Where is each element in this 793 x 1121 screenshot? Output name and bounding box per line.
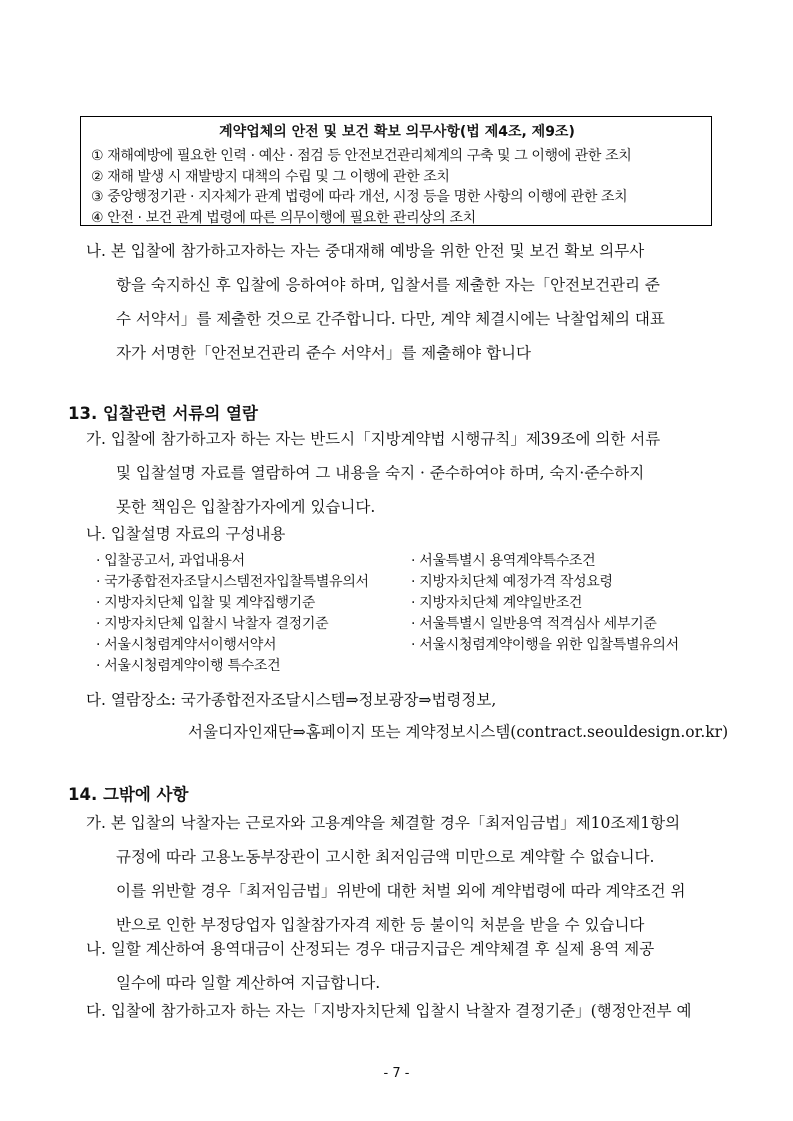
document-item: · 지방자치단체 입찰시 낙찰자 결정기준 — [96, 616, 329, 632]
text-line: 나. 일할 계산하여 용역대금이 산정되는 경우 대금지급은 계약체결 후 실제 용역 제공 — [86, 940, 655, 958]
paragraph-13-da: 다. 열람장소: 국가종합전자조달시스템⇒정보광장⇒법령정보, — [86, 691, 497, 709]
text-line: 다. 입찰에 참가하고자 하는 자는「지방자치단체 입찰시 낙찰자 결정기준」(행정안전부 예 — [86, 1002, 692, 1020]
paragraph-13-ga — [86, 422, 726, 524]
text-line: 반으로 인한 부정당업자 입찰참가자격 제한 등 불이익 처분을 받을 수 있습니다 — [116, 916, 645, 934]
text-line: 못한 책임은 입찰참가자에게 있습니다. — [116, 498, 376, 516]
document-list — [96, 550, 716, 680]
paragraph-13-na: 나. 입찰설명 자료의 구성내용 — [86, 525, 286, 543]
obligation-item: ③ 중앙행정기관 · 지자체가 관계 법령에 따라 개선, 시정 등을 명한 사항의 이행에 관한 조치 — [91, 189, 628, 205]
section-13-heading: 13. 입찰관련 서류의 열람 — [68, 404, 258, 423]
document-item: · 서울시청렴계약서이행서약서 — [96, 637, 277, 653]
paragraph-14-ga — [86, 806, 726, 942]
document-item: · 입찰공고서, 과업내용서 — [96, 553, 245, 569]
obligation-item: ④ 안전 · 보건 관계 법령에 따른 의무이행에 필요한 관리상의 조치 — [91, 209, 476, 226]
obligations-title: 계약업체의 안전 및 보건 확보 의무사항(법 제4조, 제9조) — [219, 124, 575, 140]
text-line: 일수에 따라 일할 계산하여 지급합니다. — [116, 974, 381, 992]
document-item: · 서울특별시 일반용역 적격심사 세부기준 — [411, 616, 657, 632]
document-item: · 지방자치단체 계약일반조건 — [411, 595, 583, 611]
paragraph-na-safety — [86, 234, 726, 370]
paragraph-14-da — [86, 994, 726, 1028]
section-14-heading: 14. 그밖에 사항 — [68, 785, 189, 804]
text-line: 이를 위반할 경우「최저임금법」위반에 대한 처벌 외에 계약법령에 따라 계약조건 위 — [116, 882, 686, 900]
obligation-item: ① 재해예방에 필요한 인력 · 예산 · 점검 등 안전보건관리체계의 구축 및 그 이행에 관한 조치 — [91, 148, 632, 164]
document-item: · 국가종합전자조달시스템전자입찰특별유의서 — [96, 574, 369, 590]
text-line: 항을 숙지하신 후 입찰에 응하여야 하며, 입찰서를 제출한 자는「안전보건관리 준 — [116, 276, 660, 294]
obligations-box — [80, 116, 712, 226]
text-line: 가. 본 입찰의 낙찰자는 근로자와 고용계약을 체결할 경우「최저임금법」제10조제1항의 — [86, 814, 681, 832]
paragraph-14-na — [86, 932, 726, 1000]
obligation-item: ② 재해 발생 시 재발방지 대책의 수립 및 그 이행에 관한 조치 — [91, 168, 450, 185]
text-line: 나. 본 입찰에 참가하고자하는 자는 중대재해 예방을 위한 안전 및 보건 확보 의무사 — [86, 242, 645, 260]
text-line: 및 입찰설명 자료를 열람하여 그 내용을 숙지 · 준수하여야 하며, 숙지·준수하지 — [116, 464, 645, 482]
text-line: 규정에 따라 고용노동부장관이 고시한 최저임금액 미만으로 계약할 수 없습니다. — [116, 848, 655, 866]
document-item: · 서울시청렴계약이행을 위한 입찰특별유의서 — [411, 637, 679, 653]
reading-location-line: 서울디자인재단⇒홈페이지 또는 계약정보시스템(contract.seouldesign.or.kr) — [188, 723, 729, 741]
document-item: · 서울특별시 용역계약특수조건 — [411, 553, 596, 569]
text-line: 가. 입찰에 참가하고자 하는 자는 반드시「지방계약법 시행규칙」제39조에 의한 서류 — [86, 430, 661, 448]
page-number: - 7 - — [383, 1066, 410, 1081]
document-item: · 서울시청렴계약이행 특수조건 — [96, 658, 281, 674]
text-line: 자가 서명한「안전보건관리 준수 서약서」를 제출해야 합니다 — [116, 344, 531, 362]
text-line: 수 서약서」를 제출한 것으로 간주합니다. 다만, 계약 체결시에는 낙찰업체의 대표 — [116, 310, 665, 328]
document-item: · 지방자치단체 예정가격 작성요령 — [411, 574, 613, 590]
document-item: · 지방자치단체 입찰 및 계약집행기준 — [96, 595, 316, 611]
